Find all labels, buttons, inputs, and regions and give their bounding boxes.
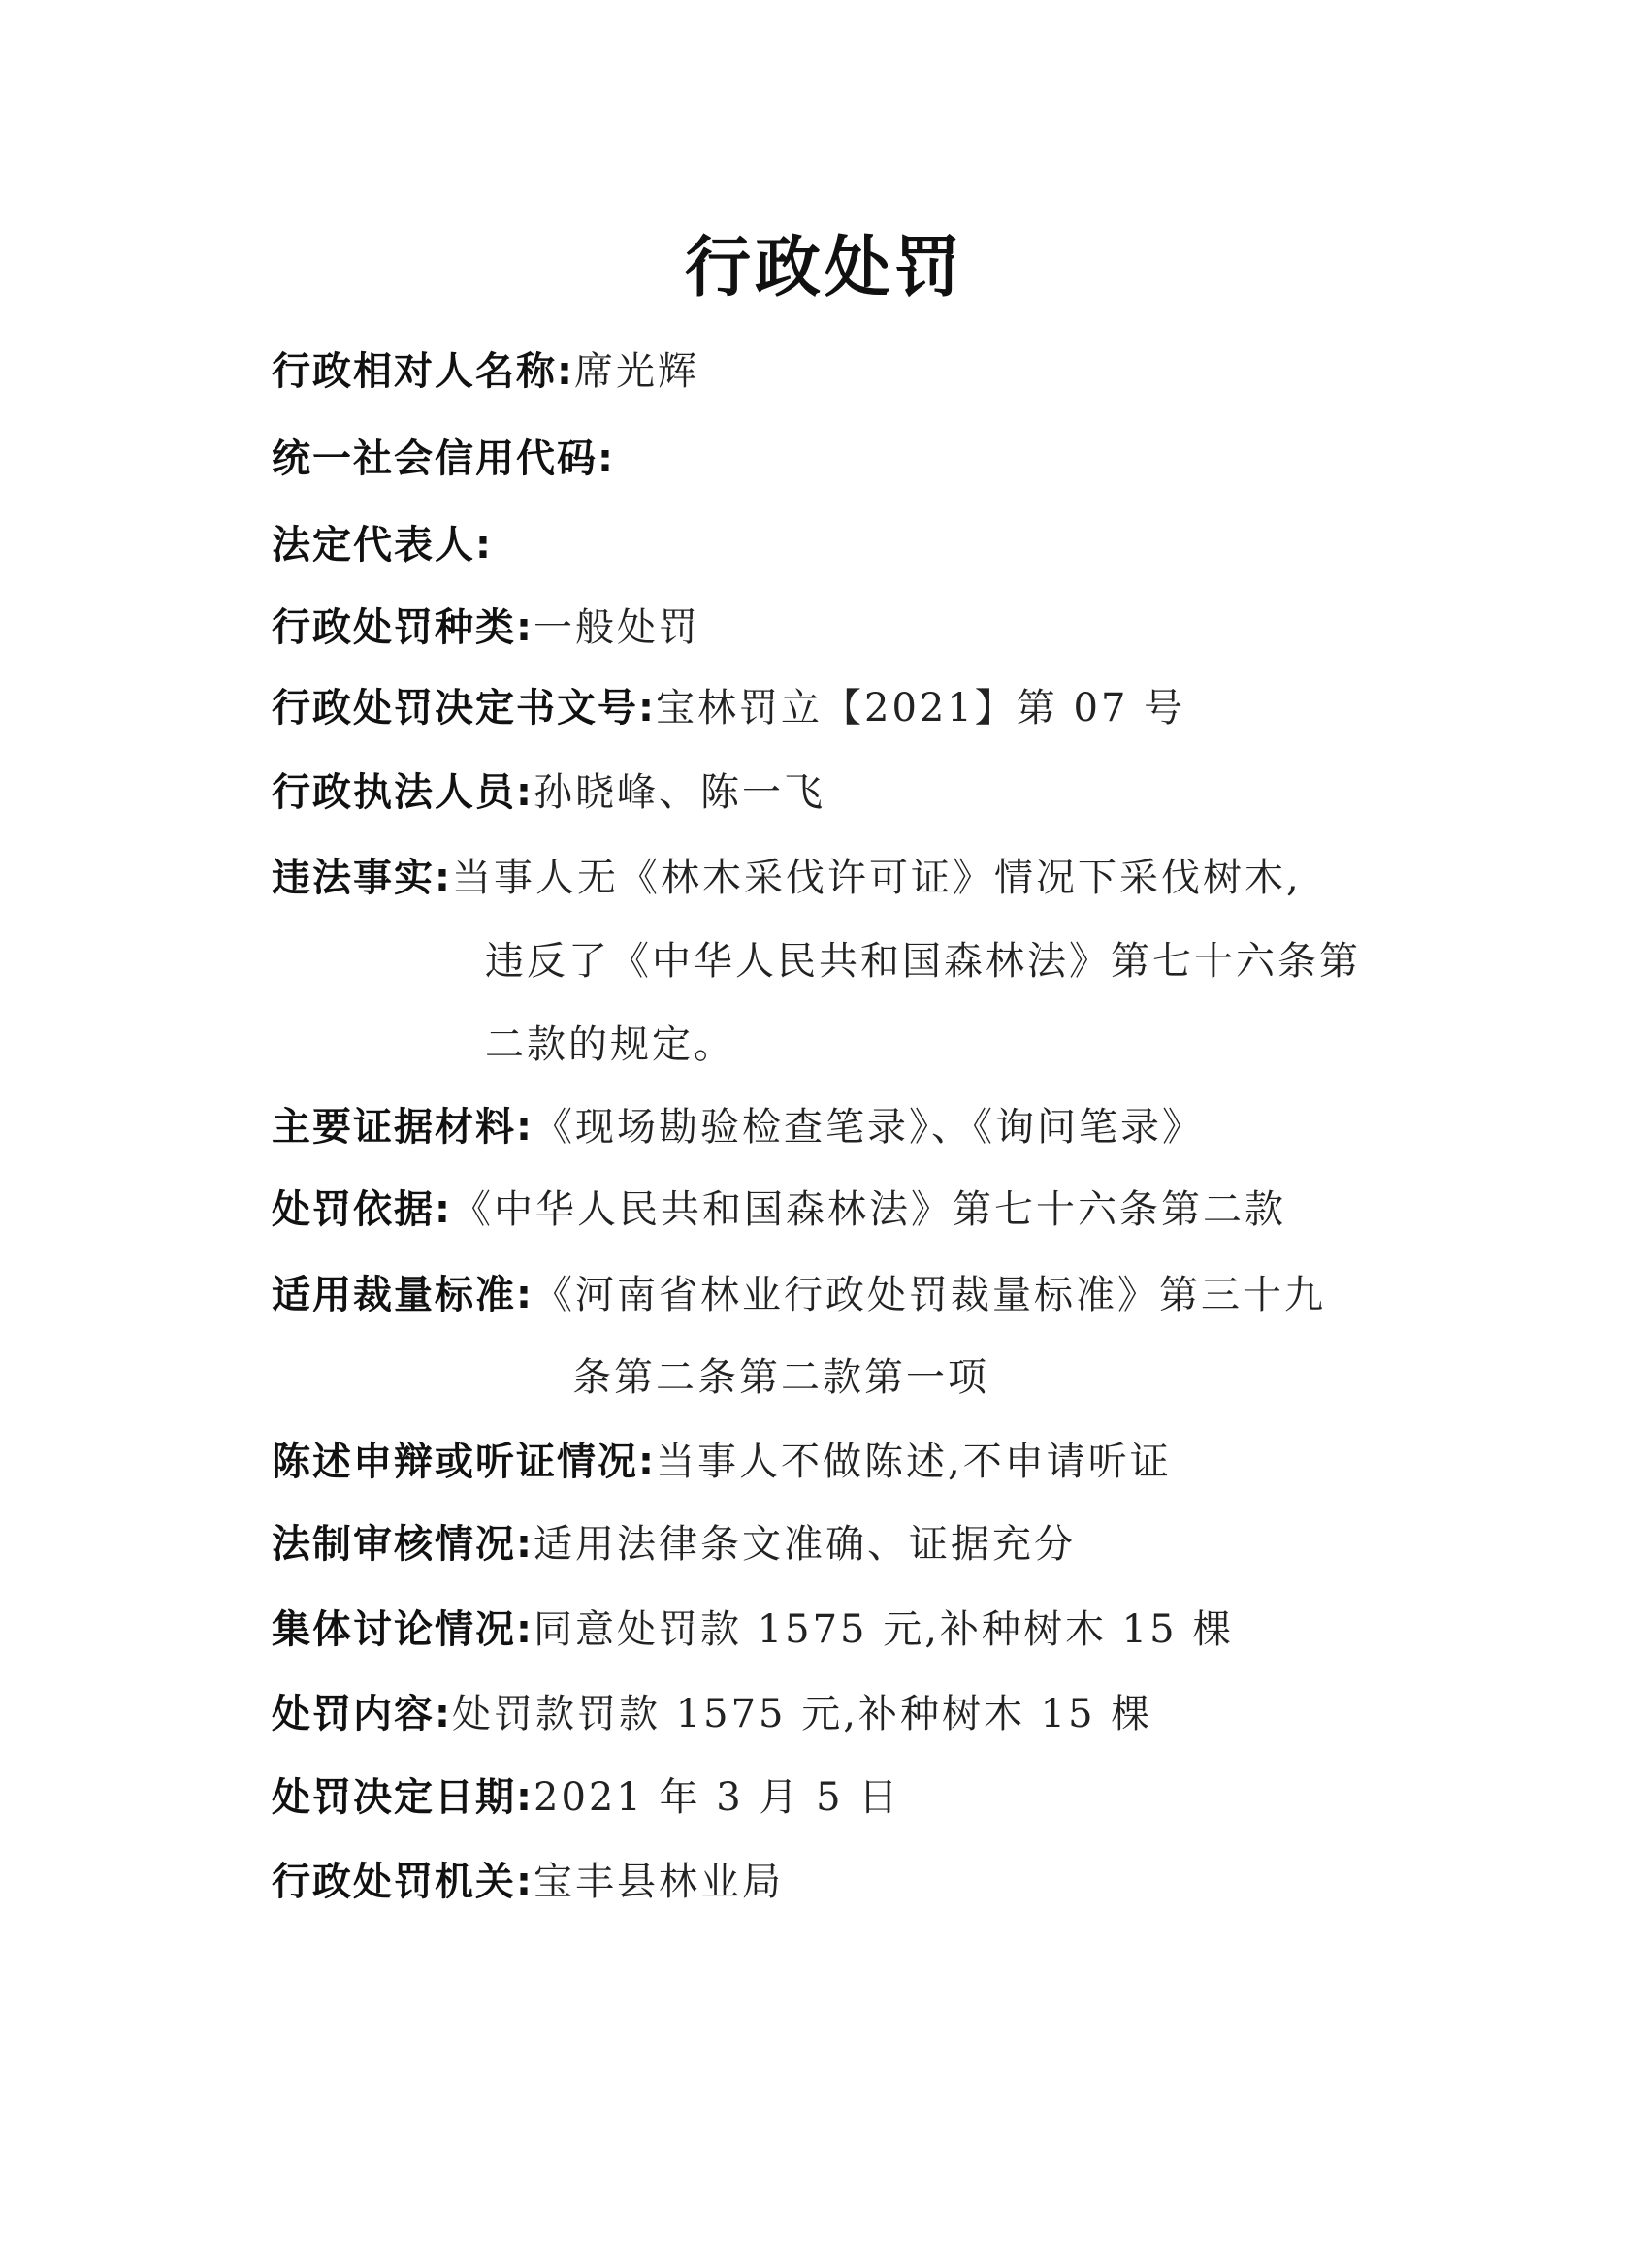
field-value: 当事人不做陈述,不申请听证 <box>656 1440 1172 1484</box>
field-value: 宝林罚立【2021】第 07 号 <box>656 686 1186 730</box>
field-value: 适用法律条文准确、证据充分 <box>534 1522 1076 1567</box>
field-value: 《中华人民共和国森林法》第七十六条第二款 <box>452 1187 1286 1232</box>
field-value: 孙晓峰、陈一飞 <box>534 770 825 815</box>
field-legal-rep <box>272 521 1436 569</box>
field-label: 行政执法人员: <box>272 770 534 815</box>
field-group-discussion <box>272 1605 1436 1654</box>
field-value: 席光辉 <box>574 349 699 394</box>
field-basis <box>272 1185 1436 1234</box>
field-decision-number <box>272 684 1436 732</box>
field-label: 行政处罚决定书文号: <box>272 686 656 730</box>
field-penalty-type <box>272 603 1436 652</box>
field-label: 行政处罚机关: <box>272 1860 534 1904</box>
field-value-line-2: 条第二条第二款第一项 <box>572 1355 989 1400</box>
field-discretion <box>272 1271 1436 1319</box>
field-label: 集体讨论情况: <box>272 1607 534 1652</box>
document-title: 行政处罚 <box>684 230 964 307</box>
field-value: 一般处罚 <box>534 605 700 650</box>
field-value-line-2: 违反了《中华人民共和国森林法》第七十六条第 <box>485 939 1361 984</box>
field-violation-facts <box>272 854 1436 902</box>
field-value: 宝丰县林业局 <box>534 1860 784 1904</box>
field-label: 法制审核情况: <box>272 1522 534 1567</box>
field-value: 同意处罚款 1575 元,补种树木 15 棵 <box>534 1607 1235 1652</box>
field-label: 主要证据材料: <box>272 1105 534 1150</box>
field-authority <box>272 1858 1436 1906</box>
field-party-name <box>272 347 1436 396</box>
field-label: 处罚决定日期: <box>272 1775 534 1820</box>
field-content <box>272 1690 1436 1738</box>
field-label: 陈述申辩或听证情况: <box>272 1440 656 1484</box>
field-label: 行政相对人名称: <box>272 349 574 394</box>
field-legal-review <box>272 1520 1436 1569</box>
field-value: 《现场勘验检查笔录》、《询问笔录》 <box>534 1105 1204 1150</box>
field-label: 适用裁量标准: <box>272 1273 534 1317</box>
field-value-line-1: 《河南省林业行政处罚裁量标准》第三十九 <box>534 1273 1326 1317</box>
field-value: 处罚款罚款 1575 元,补种树木 15 棵 <box>452 1692 1153 1736</box>
field-label: 违法事实: <box>272 856 452 900</box>
field-enforcers <box>272 768 1436 817</box>
field-evidence <box>272 1103 1436 1151</box>
field-decision-date <box>272 1773 1436 1822</box>
field-label: 统一社会信用代码: <box>272 437 615 481</box>
field-label: 处罚依据: <box>272 1187 452 1232</box>
field-value-line-1: 当事人无《林木采伐许可证》情况下采伐树木, <box>452 856 1302 900</box>
field-credit-code <box>272 435 1436 483</box>
field-label: 行政处罚种类: <box>272 605 534 650</box>
field-label: 处罚内容: <box>272 1692 452 1736</box>
field-value: 2021 年 3 月 5 日 <box>534 1775 901 1820</box>
field-statement <box>272 1438 1436 1486</box>
field-label: 法定代表人: <box>272 523 493 567</box>
field-value-line-3: 二款的规定。 <box>485 1022 735 1067</box>
